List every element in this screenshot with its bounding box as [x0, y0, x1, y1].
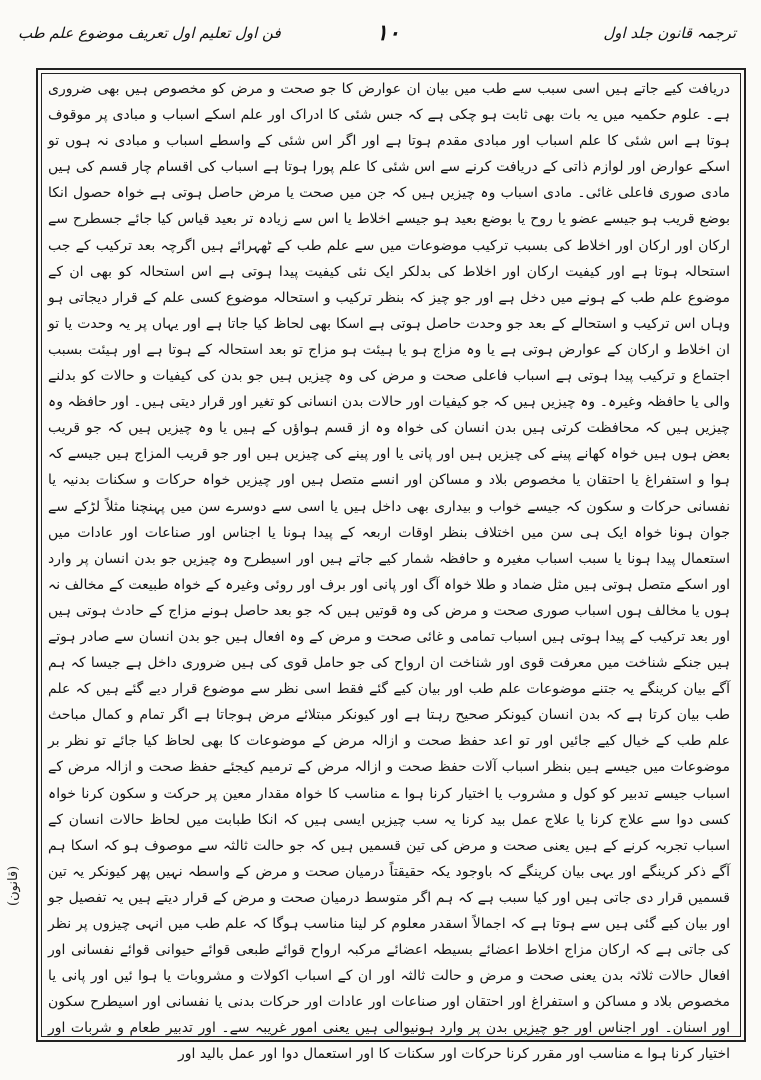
body-line: ہیں خواہ کھانے پینے کی چیزیں ہیں اور پانی یا اور پینے کی چیزیں ہیں اور جو قریب المزاج ہیں جیسے کہ ہوا و استفراغ یا احتقان یا مخصوص بلاد و مساکن اور انسے متصل ہیں اور [48, 446, 731, 489]
body-line: علم طب کے ہونے میں دخل ہے اور جو چیز کہ بنظر ترکیب و استحالہ موضوع کسی علم کے قرار دیجاتی ہو وہاں اس ترکیب و استحالے کے بعد جو وحدت حاصل ہوتی ہے [48, 289, 730, 332]
page-number: ۱۰ [376, 20, 400, 46]
body-line: اسکا بھی لحاظ کیا جاتا ہے اور یہاں پر یہ وحدت یا تو ان اخلاط و ارکان کے عوارض ہوتی ہے یا وہ مزاج ہو یا ہیئت ہو مزاج تو بعد استحالہ کے ہوتا ہے [48, 315, 730, 358]
body-line: ہوتا ہے کہ اجمالاً اسقدر معلوم کر لینا مناسب ہوگا کہ علم طب میں انہی چیزوں پر نظر کی جاتی ہے کہ ارکان مزاج اخلاط اعضائے بسیطہ اعضائے مرکبہ ارواح قوائے طبعی قوائے حیوانی [48, 916, 730, 959]
body-line: خیال کیے جائیں اور تو اعد حفظ صحت و ازالہ مرض کے موضوعات کا بھی لحاظ کیا جائے تو نظر بر موضوعات میں جیسے ہیں بنظر اسباب آلات حفظ صحت [48, 733, 730, 776]
body-line: اور ہیئت بسبب اجتماع و ترکیب پیدا ہوتی ہے اسباب فاعلی صحت و مرض کی وہ چیزیں ہیں جو بدن کی کیفیات و حالات کو بدلنے والی یا حافظہ وغیرہ۔ وہ چیزیں ہیں کہ جو کیفیات اور حالات [48, 341, 730, 411]
body-line: سے جوان ہونا خواہ ایک ہی سن میں اختلاف بنظر اوقات اربعہ کے پیدا ہونا یا اجناس اور صناعات اور عادات میں استعمال پیدا ہونا یا سبب اسباب مغیرہ [48, 498, 730, 567]
body-line: دریافت کیے جاتے ہیں اسی سبب سے طب میں بیان ان عوارض کا جو صحت و مرض کو مخصوص ہیں بھی ضروری ہے۔ علوم حکمیہ میں یہ بات بھی ثابت [48, 81, 731, 124]
running-title-right: ترجمہ قانون جلد اول [603, 24, 736, 42]
body-line: اور شناخت ان ارواح کی جو حامل قوی کی ہیں ضروری داخل ہے جیسا کہ ہم آگے بیان کرینگے یہ جتنے موضوعات علم طب اور بیان کیے گئے فقط اسی نظر سے [48, 655, 730, 698]
body-line: اسباب و مبادی نہ ہوں تو اسکے عوارض اور لوازم ذاتی کے دریافت کرنے سے اس شئی کا علم پورا ہوتا ہے اسباب کی اقسام چار قسم کی ہیں مادی صوری [48, 133, 731, 202]
body-line: موضوع قرار دیے گئے ہیں کہ علم طب بیان کرتا ہے کہ بدن انسان کیونکر صحیح رہتا ہے اور کیونکر مبتلائے مرض ہوجاتا ہے اگر تمام و کمال مباحث علم طب کے [48, 681, 731, 750]
body-paragraph [48, 76, 730, 1068]
body-line: و ازالہ مرض کے ترمیم کیجئے حفظ صحت و ازالہ مرض کے اسباب جیسے تدبیر کو کول و مشروب یا اختیار کرنا ہوا ے مناسب کا خواہ مقدار معین پر حرکت و [48, 759, 730, 802]
body-line: بدن انسانی کو تغیر اور قرار دیتی ہیں۔ اور حافظہ وہ چیزیں ہیں کہ محافظت کرتی ہیں بدن انسان کی خواہ وہ از قسم ہواؤں کے ہیں یا وہ چیزیں ہیں کہ جو قریب بعض ہوں [48, 394, 731, 463]
body-line: وغیرہ کے خواہ طبیعت کے مخالف نہ ہوں یا مخالف ہوں اسباب صوری صحت و مرض کی وہ قوتیں ہیں کہ جو بعد حاصل ہونے مزاج کے حادث ہوتی [48, 576, 731, 619]
body-line: مساکن و استفراغ اور احتقان اور صناعات اور عادات اور حرکات بدنی یا نفسانی اور اسیطرح سکون اور اسنان۔ اور اجناس اور جو چیزیں بدن پر وارد [48, 994, 730, 1037]
body-line: فاعلی غائی۔ مادی اسباب وہ چیزیں ہیں کہ جن میں صحت یا مرض حاصل ہوتی ہے خواہ حصول انکا بوضع قریب ہو جیسے عضو یا روح یا بوضع بعید ہو جیسے [48, 185, 730, 228]
body-line: اخلاط یا اس سے زیادہ تر بعید قیاس کیا جائے جسطرح سے ارکان اور ارکان اور اخلاط کی بسبب ترکیب موضوعات میں سے علم طب کے [48, 211, 730, 254]
page-header [14, 20, 742, 64]
body-line: سکون کرنا خواہ کسی دوا سے علاج کرنا یا علاج عمل بید کرنا یہ سب چیزیں ایسی ہیں کہ انکا طبابت میں لحاظ حالات انسان کے اسباب تجربہ کرنے کے ہیں یعنی صحت [48, 785, 730, 854]
body-line: و مرض کی تین قسمیں ہیں کہ جو حالت ثالثہ سے موصوف ہو کہ اسکا ہم آگے ذکر کرینگے اور یہی بیان کرینگے کہ باوجود یکہ حقیقتاً درمیان صحت و مرض کے واسطہ نہیں پھر [48, 837, 730, 880]
body-line: قوائے نفسانی اور افعال حالات ثلاثہ بدن یعنی صحت و مرض و حالت ثالثہ اور ان کے اسباب اکولات و مشروبات یا ہوا ئیں اور پانی یا مخصوص بلاد و [48, 942, 730, 1011]
margin-note: (قانون) [6, 865, 21, 906]
body-line: ہو چکی ہے کہ جس شئی کا ادراک اور علم اسکے اسباب و مبادی پر موقوف ہوتا ہے اس شئی کا علم اسباب اور مبادی مقدم ہوتا ہے اور اگر اس شئی کے واسطے [48, 107, 731, 150]
body-line: کیونکر یہ تین قسمیں قرار دی جاتی ہیں اور کیا سبب ہے کہ ہم اگر متوسط درمیان صحت و مرض کے قرار دیتے ہیں یہ تفصیل جو اور بیان کیے گئی ہیں سے [48, 863, 730, 932]
running-title-left: فن اول تعلیم اول تعریف موضوع علم طب [18, 24, 281, 42]
body-line: چیزیں خواہ حرکات و سکنات بدنیہ یا نفسانی حرکات و سکون کہ جیسے خواب و بیداری بھی داخل ہیں یا اسی سے دوسرے سن میں پہنچنا مثلاً لڑکے [48, 472, 731, 515]
body-line: ہونیوالی ہیں یعنی امور غریبہ سے۔ اور تدبیر طعام و شربات اور اختیار کرنا ہوا ے مناسب اور مقرر کرنا حرکات اور سکنات کا اور استعمال دوا اور عمل بالید اور [48, 1020, 730, 1063]
body-line: و حافظہ شمار کیے جاتے ہیں اور اسیطرح وہ چیزیں جو بدن انسان پر وارد اور اسکے متصل ہوتی ہیں مثل ضماد و طلا خواہ آگ اور پانی اور برف اور روئی [48, 550, 731, 593]
body-line: ہیں اور بعد ترکیب کے پیدا ہوتی ہیں اسباب تمامی و غائی صحت و مرض کے وہ افعال ہیں جو بدن انسان سے صادر ہوتے ہیں جنکے شناخت میں معرفت قوی [48, 602, 730, 672]
body-line: ٹھہرائے ہیں اگرچہ بعد ترکیب کے جب استحالہ ہوتا ہے اور کیفیت ارکان اور اخلاط کی بدلکر ایک نئی کیفیت پیدا ہوتی ہے اس استحالہ کو بھی ان کے موضوع [48, 237, 730, 306]
body-text [48, 76, 731, 1063]
